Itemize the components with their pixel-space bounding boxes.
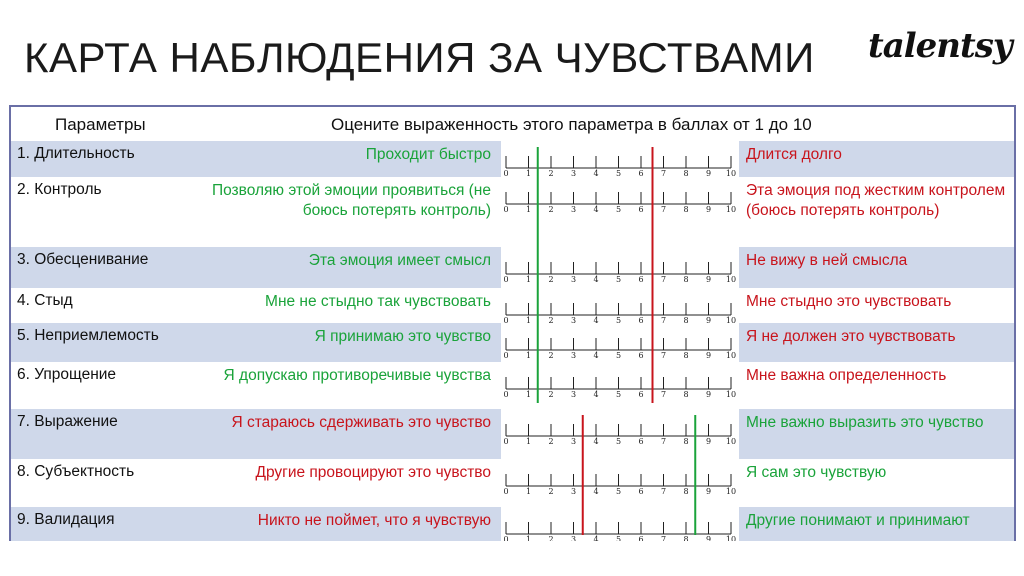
right-pole-text: Я сам это чувствую: [746, 464, 887, 481]
scale-tick-label: 10: [725, 351, 737, 360]
table-row: [11, 459, 1014, 507]
scale-tick-label: 9: [705, 351, 712, 360]
scale-tick-label: 0: [503, 390, 509, 399]
scale-tick-label: 7: [660, 205, 667, 214]
left-pole-text: Позволяю этой эмоции проявиться (не боюсь потерять контроль): [211, 182, 491, 219]
scale-tick-label: 8: [683, 316, 689, 323]
scale-tick-label: 2: [548, 487, 554, 496]
scale-tick-label: 5: [615, 205, 622, 214]
scale-tick-label: 3: [570, 535, 577, 541]
scale-tick-label: 8: [683, 487, 689, 496]
parameter-name: 4. Стыд: [17, 292, 73, 309]
scale-tick-label: 9: [705, 205, 712, 214]
scale-tick-label: 4: [593, 487, 599, 496]
scale-tick-label: 9: [705, 487, 712, 496]
scale-tick-label: 4: [593, 205, 599, 214]
scale-tick-label: 10: [725, 169, 737, 177]
right-pole-text: Мне важно выразить это чувство: [746, 414, 984, 431]
scale-tick-label: 2: [548, 535, 554, 541]
scale-tick-label: 10: [725, 316, 737, 323]
left-pole-text: Мне не стыдно так чувствовать: [265, 293, 491, 310]
parameter-name: 2. Контроль: [17, 181, 102, 198]
scale-tick-label: 10: [725, 205, 737, 214]
rating-scale[interactable]: [11, 177, 1018, 247]
scale-tick-label: 3: [570, 487, 577, 496]
scale-tick-label: 9: [705, 169, 712, 177]
table-row: [11, 247, 1014, 288]
scale-tick-label: 4: [593, 535, 599, 541]
scale-tick-label: 1: [525, 390, 532, 399]
scale-tick-label: 10: [725, 437, 737, 446]
scale-tick-label: 3: [570, 275, 577, 284]
rating-scale[interactable]: [11, 323, 1018, 362]
parameter-name: 7. Выражение: [17, 413, 118, 430]
scale-tick-label: 6: [638, 437, 644, 446]
left-pole-text: Я принимаю это чувство: [314, 328, 491, 345]
scale-tick-label: 5: [615, 316, 622, 323]
scale-tick-label: 10: [725, 487, 737, 496]
scale-tick-label: 3: [570, 390, 577, 399]
left-pole-text: Эта эмоция имеет смысл: [308, 252, 491, 269]
scale-tick-label: 6: [638, 487, 644, 496]
scale-tick-label: 1: [525, 437, 532, 446]
scale-tick-label: 4: [593, 390, 599, 399]
scale-tick-label: 8: [683, 275, 689, 284]
scale-tick-label: 5: [615, 390, 622, 399]
rating-scale[interactable]: [11, 247, 1018, 288]
left-pole-text: Я стараюсь сдерживать это чувство: [231, 414, 491, 431]
scale-tick-label: 7: [660, 169, 667, 177]
scale-tick-label: 8: [683, 535, 689, 541]
feelings-map-table: [9, 105, 1016, 541]
right-pole-text: Мне стыдно это чувствовать: [746, 293, 952, 310]
scale-tick-label: 1: [525, 169, 532, 177]
scale-tick-label: 2: [548, 275, 554, 284]
scale-tick-label: 9: [705, 437, 712, 446]
scale-tick-label: 0: [503, 351, 509, 360]
right-pole-text: Другие понимают и принимают: [746, 512, 970, 529]
scale-tick-label: 0: [503, 169, 509, 177]
scale-tick-label: 10: [725, 535, 737, 541]
right-pole-text: Длится долго: [746, 146, 842, 163]
scale-tick-label: 2: [548, 205, 554, 214]
scale-tick-label: 1: [525, 275, 532, 284]
scale-tick-label: 4: [593, 437, 599, 446]
scale-tick-label: 9: [705, 275, 712, 284]
scale-tick-label: 0: [503, 275, 509, 284]
scale-tick-label: 4: [593, 275, 599, 284]
right-pole-text: Мне важна определенность: [746, 367, 947, 384]
parameter-name: 5. Неприемлемость: [17, 327, 159, 344]
table-row: [11, 288, 1014, 323]
parameter-name: 6. Упрощение: [17, 366, 117, 383]
table-row: [11, 362, 1014, 409]
scale-tick-label: 2: [548, 390, 554, 399]
table-header: [11, 107, 1014, 142]
scale-tick-label: 7: [660, 351, 667, 360]
scale-tick-label: 8: [683, 390, 689, 399]
rating-scale[interactable]: [11, 459, 1018, 507]
scale-tick-label: 7: [660, 487, 667, 496]
scale-tick-label: 5: [615, 169, 622, 177]
scale-tick-label: 0: [503, 437, 509, 446]
scale-tick-label: 1: [525, 351, 532, 360]
scale-tick-label: 6: [638, 535, 644, 541]
rating-scale[interactable]: [11, 288, 1018, 323]
left-pole-text: Я допускаю противоречивые чувства: [223, 367, 491, 384]
scale-tick-label: 2: [548, 437, 554, 446]
left-pole-text: Проходит быстро: [365, 146, 491, 163]
scale-tick-label: 1: [525, 205, 532, 214]
scale-tick-label: 7: [660, 390, 667, 399]
table-row: [11, 507, 1014, 541]
scale-tick-label: 1: [525, 535, 532, 541]
scale-tick-label: 6: [638, 275, 644, 284]
table-row: [11, 177, 1014, 247]
rating-scale[interactable]: [11, 141, 1018, 177]
rating-scale[interactable]: [11, 362, 1018, 409]
parameter-name: 1. Длительность: [17, 145, 135, 162]
parameter-name: 3. Обесценивание: [17, 251, 149, 268]
scale-tick-label: 1: [525, 487, 532, 496]
scale-tick-label: 2: [548, 169, 554, 177]
scale-tick-label: 8: [683, 351, 689, 360]
left-pole-text: Никто не поймет, что я чувствую: [257, 512, 491, 529]
scale-tick-label: 3: [570, 351, 577, 360]
right-pole-text: Я не должен это чувствовать: [746, 328, 956, 345]
scale-tick-label: 7: [660, 437, 667, 446]
table-row: [11, 141, 1014, 177]
scale-tick-label: 4: [593, 351, 599, 360]
parameter-name: 9. Валидация: [17, 511, 115, 528]
scale-tick-label: 0: [503, 205, 509, 214]
scale-tick-label: 9: [705, 316, 712, 323]
scale-tick-label: 6: [638, 316, 644, 323]
scale-tick-label: 0: [503, 535, 509, 541]
scale-tick-label: 3: [570, 205, 577, 214]
scale-tick-label: 8: [683, 205, 689, 214]
scale-tick-label: 0: [503, 316, 509, 323]
scale-tick-label: 2: [548, 351, 554, 360]
header-params: Параметры: [55, 115, 146, 134]
scale-tick-label: 1: [525, 316, 532, 323]
left-pole-text: Другие провоцируют это чувство: [255, 464, 491, 481]
scale-tick-label: 10: [725, 275, 737, 284]
scale-tick-label: 8: [683, 169, 689, 177]
scale-tick-label: 4: [593, 316, 599, 323]
scale-tick-label: 2: [548, 316, 554, 323]
scale-tick-label: 0: [503, 487, 509, 496]
rating-scale[interactable]: [11, 507, 1018, 541]
table-row: [11, 409, 1014, 459]
scale-tick-label: 6: [638, 169, 644, 177]
scale-tick-label: 6: [638, 390, 644, 399]
page-title: КАРТА НАБЛЮДЕНИЯ ЗА ЧУВСТВАМИ: [24, 34, 815, 81]
scale-tick-label: 5: [615, 275, 622, 284]
scale-tick-label: 7: [660, 316, 667, 323]
scale-tick-label: 5: [615, 535, 622, 541]
scale-tick-label: 9: [705, 535, 712, 541]
table-row: [11, 323, 1014, 362]
scale-tick-label: 5: [615, 437, 622, 446]
scale-tick-label: 3: [570, 437, 577, 446]
scale-tick-label: 5: [615, 487, 622, 496]
right-pole-text: Не вижу в ней смысла: [746, 252, 908, 269]
scale-tick-label: 4: [593, 169, 599, 177]
scale-tick-label: 8: [683, 437, 689, 446]
scale-tick-label: 5: [615, 351, 622, 360]
scale-tick-label: 7: [660, 535, 667, 541]
scale-tick-label: 10: [725, 390, 737, 399]
scale-tick-label: 3: [570, 316, 577, 323]
scale-tick-label: 6: [638, 351, 644, 360]
rating-scale[interactable]: [11, 409, 1018, 459]
parameter-name: 8. Субъектность: [17, 463, 135, 480]
scale-tick-label: 7: [660, 275, 667, 284]
brand-logo: talentsy: [868, 26, 1012, 66]
right-pole-text: Эта эмоция под жестким контролем (боюсь потерять контроль): [746, 182, 1006, 219]
header-scale: Оцените выраженность этого параметра в баллах от 1 до 10: [331, 115, 812, 134]
scale-tick-label: 9: [705, 390, 712, 399]
scale-tick-label: 3: [570, 169, 577, 177]
scale-tick-label: 6: [638, 205, 644, 214]
